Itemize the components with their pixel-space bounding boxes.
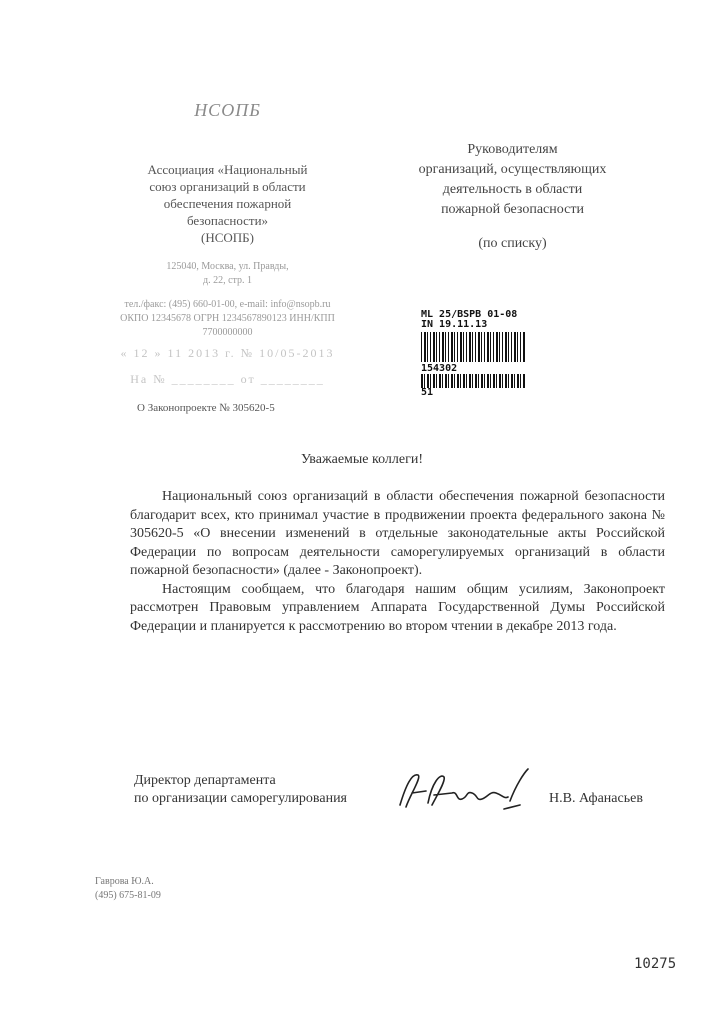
org-name-line: обеспечения пожарной bbox=[163, 196, 292, 211]
addressee-list-note: (по списку) bbox=[478, 236, 547, 251]
org-address: д. 22, стр. 1 bbox=[202, 275, 253, 286]
organization-header bbox=[95, 100, 360, 392]
addressee-line: Руководителям bbox=[467, 142, 558, 157]
org-contacts: тел./факс: (495) 660-01-00, e-mail: info@nsopb.ru bbox=[124, 299, 331, 310]
org-name-line: (НСОПБ) bbox=[201, 230, 254, 245]
stamp-suffix: 51 bbox=[421, 387, 434, 398]
executor-info bbox=[95, 875, 161, 903]
executor-name: Гаврова Ю.А. bbox=[95, 876, 154, 887]
org-contacts: ОКПО 12345678 ОГРН 1234567890123 ИНН/КПП 7700000000 bbox=[120, 313, 335, 338]
stamp-number: 154302 bbox=[421, 363, 458, 374]
stamp-line: IN 19.11.13 bbox=[421, 319, 488, 330]
org-address: 125040, Москва, ул. Правды, bbox=[166, 261, 289, 272]
addressee-line: пожарной безопасности bbox=[441, 202, 584, 217]
addressee-block bbox=[380, 140, 645, 252]
executor-phone: (495) 675-81-09 bbox=[95, 890, 161, 901]
signer-title-line: Директор департамента bbox=[134, 773, 276, 788]
subject-line: О Законопроекте № 305620-5 bbox=[137, 402, 275, 414]
handwritten-signature bbox=[392, 765, 542, 815]
document-number: 10275 bbox=[634, 956, 677, 972]
registration-stamp bbox=[421, 310, 541, 398]
org-name-line: союз организаций в области bbox=[149, 179, 306, 194]
signer-name: Н.В. Афанасьев bbox=[549, 791, 643, 806]
addressee-line: организаций, осуществляющих bbox=[418, 162, 607, 177]
barcode-icon bbox=[421, 374, 526, 388]
body-paragraph: Национальный союз организаций в области обеспечения пожарной безопасности благодарит всех, кто принимал участие в продвижении проекта федерального закона № 305620-5 «О внесении изменений в отдельные законодательные акты Российской Федерации по вопросам деятельности саморегулируемых организаций в области пожарной безопасности» (далее - Законопроект). bbox=[130, 489, 665, 578]
stamp-line: ML 25/BSPB 01-08 bbox=[421, 309, 518, 320]
barcode-icon bbox=[421, 332, 526, 362]
letter-body bbox=[130, 488, 665, 636]
signer-title-line: по организации саморегулирования bbox=[134, 791, 347, 806]
org-logo: НСОПБ bbox=[194, 100, 261, 120]
org-name-line: Ассоциация «Национальный bbox=[147, 162, 308, 177]
addressee-line: деятельность в области bbox=[442, 182, 583, 197]
greeting: Уважаемые коллеги! bbox=[300, 452, 424, 467]
org-name-line: безопасности» bbox=[186, 213, 269, 228]
signer-title bbox=[134, 772, 347, 808]
reference-line: На № ________ от ________ bbox=[130, 372, 325, 386]
outgoing-date-number: « 12 » 11 2013 г. № 10/05-2013 bbox=[120, 346, 335, 360]
body-paragraph: Настоящим сообщаем, что благодаря нашим общим усилиям, Законопроект рассмотрен Правовым управлением Аппарата Государственной Думы Российской Федерации и планируется к рассмотрению во втором чтении в декабре 2013 года. bbox=[130, 581, 665, 634]
